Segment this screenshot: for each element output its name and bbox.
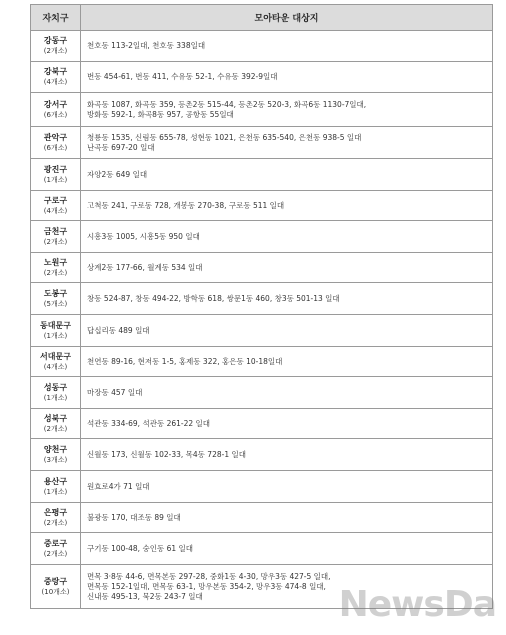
table-row	[31, 533, 493, 565]
table-row	[31, 62, 493, 93]
site-count: (1개소)	[43, 175, 68, 184]
site-count: (2개소)	[43, 237, 68, 246]
district-cell	[31, 283, 81, 315]
site-count: (6개소)	[43, 143, 68, 152]
target-areas-cell	[81, 315, 493, 347]
district-cell	[31, 253, 81, 283]
district-name: 관악구	[43, 132, 68, 142]
area-line: 상계2동 177-66, 월계동 534 일대	[87, 262, 203, 272]
site-count: (4개소)	[43, 206, 68, 215]
area-line: 불광동 170, 대조동 89 일대	[87, 512, 181, 522]
target-areas-cell	[81, 347, 493, 377]
site-count: (6개소)	[43, 110, 68, 119]
site-count: (4개소)	[43, 78, 68, 86]
table-row	[31, 31, 493, 62]
target-areas-cell	[81, 127, 493, 159]
header-district: 자치구	[31, 5, 81, 31]
district-name: 도봉구	[43, 288, 68, 298]
site-count: (2개소)	[43, 268, 68, 277]
table-header-row	[31, 5, 493, 31]
area-line: 답십리동 489 일대	[87, 325, 150, 335]
district-name: 은평구	[43, 507, 68, 517]
target-areas-cell	[81, 377, 493, 409]
site-count: (1개소)	[43, 331, 68, 340]
district-cell	[31, 409, 81, 439]
district-name: 중로구	[43, 538, 68, 548]
site-count: (2개소)	[43, 549, 68, 558]
table-row	[31, 127, 493, 159]
target-areas-cell	[81, 283, 493, 315]
district-cell	[31, 533, 81, 565]
table-row	[31, 191, 493, 221]
district-cell	[31, 159, 81, 191]
area-line: 창동 524-87, 창동 494-22, 방학동 618, 쌍문1동 460, 창3동 501-13 일대	[87, 293, 340, 303]
table-row	[31, 409, 493, 439]
district-cell	[31, 565, 81, 609]
district-name: 중랑구	[43, 576, 68, 586]
area-line: 신월동 173, 신월동 102-33, 목4동 728-1 일대	[87, 449, 246, 459]
table-row	[31, 377, 493, 409]
moatown-table	[30, 4, 493, 609]
area-line: 구기동 100-48, 숭인동 61 일대	[87, 543, 193, 553]
target-areas-cell	[81, 159, 493, 191]
district-name: 용산구	[43, 476, 68, 486]
target-areas-cell	[81, 62, 493, 93]
newsda-watermark: NewsDa	[338, 584, 496, 625]
target-areas-cell	[81, 191, 493, 221]
table-row	[31, 439, 493, 471]
area-line: 천호동 113-2일대, 천호동 338일대	[87, 41, 206, 50]
district-name: 노원구	[43, 257, 68, 267]
district-cell	[31, 377, 81, 409]
district-cell	[31, 347, 81, 377]
moatown-table-container	[30, 4, 493, 609]
area-line: 고척동 241, 구로동 728, 개봉동 270-38, 구로동 511 일대	[87, 200, 285, 210]
target-areas-cell	[81, 533, 493, 565]
district-name: 동대문구	[40, 320, 71, 330]
area-line: 마장동 457 일대	[87, 387, 143, 397]
table-row	[31, 93, 493, 127]
area-line: 방화동 592-1, 화곡8동 957, 공항동 55일대	[87, 109, 234, 119]
area-line: 면목동 152-1일대, 면목동 63-1, 망우본동 354-2, 망우3동 474-8 일대,	[87, 581, 326, 591]
table-row	[31, 283, 493, 315]
district-name: 서대문구	[40, 351, 71, 361]
site-count: (1개소)	[43, 487, 68, 496]
area-line: 화곡동 1087, 화곡동 359, 등촌2동 515-44, 등촌2동 520-3, 화곡6동 1130-7일대,	[87, 99, 367, 109]
district-cell	[31, 221, 81, 253]
district-cell	[31, 503, 81, 533]
site-count: (2개소)	[43, 47, 68, 55]
district-name: 강북구	[43, 67, 68, 76]
area-line: 번동 454-61, 번동 411, 수유동 52-1, 수유동 392-9일대	[87, 72, 278, 81]
district-name: 금천구	[43, 226, 68, 236]
district-name: 구로구	[43, 195, 68, 205]
table-row	[31, 471, 493, 503]
table-row	[31, 347, 493, 377]
table-row	[31, 159, 493, 191]
site-count: (2개소)	[43, 518, 68, 527]
target-areas-cell	[81, 471, 493, 503]
area-line: 난곡동 697-20 일대	[87, 142, 155, 152]
header-target-areas: 모아타운 대상지	[81, 5, 493, 31]
district-name: 양천구	[43, 444, 68, 454]
district-name: 강서구	[43, 99, 68, 109]
table-row	[31, 315, 493, 347]
table-row	[31, 221, 493, 253]
district-name: 광진구	[43, 164, 68, 174]
area-line: 자양2동 649 일대	[87, 169, 148, 179]
target-areas-cell	[81, 93, 493, 127]
area-line: 신내동 495-13, 묵2동 243-7 일대	[87, 591, 203, 601]
district-name: 강동구	[43, 36, 68, 45]
area-line: 면목 3·8동 44-6, 면목본동 297-28, 중화1동 4-30, 망우3동 427-5 일대,	[87, 571, 331, 581]
area-line: 시흥3동 1005, 시흥5동 950 일대	[87, 231, 200, 241]
district-cell	[31, 62, 81, 93]
table-body	[31, 31, 493, 609]
site-count: (1개소)	[43, 393, 68, 402]
area-line: 석관동 334-69, 석관동 261-22 일대	[87, 418, 211, 428]
target-areas-cell	[81, 439, 493, 471]
district-cell	[31, 31, 81, 62]
area-line: 청룡동 1535, 신림동 655-78, 성현동 1021, 은천동 635-540, 은천동 938-5 일대	[87, 132, 362, 142]
district-cell	[31, 439, 81, 471]
table-row	[31, 503, 493, 533]
target-areas-cell	[81, 253, 493, 283]
district-name: 성북구	[43, 413, 68, 423]
site-count: (4개소)	[43, 362, 68, 371]
district-name: 성동구	[43, 382, 68, 392]
target-areas-cell	[81, 221, 493, 253]
area-line: 원효로4가 71 일대	[87, 481, 150, 491]
district-cell	[31, 127, 81, 159]
district-cell	[31, 315, 81, 347]
table-row	[31, 253, 493, 283]
target-areas-cell	[81, 409, 493, 439]
district-cell	[31, 93, 81, 127]
site-count: (5개소)	[43, 299, 68, 308]
target-areas-cell	[81, 31, 493, 62]
target-areas-cell	[81, 503, 493, 533]
area-line: 천연동 89-16, 현저동 1-5, 홍제동 322, 홍은동 10-18일대	[87, 356, 283, 366]
site-count: (2개소)	[43, 424, 68, 433]
district-cell	[31, 191, 81, 221]
site-count: (3개소)	[43, 455, 68, 464]
site-count: (10개소)	[41, 587, 70, 596]
district-cell	[31, 471, 81, 503]
